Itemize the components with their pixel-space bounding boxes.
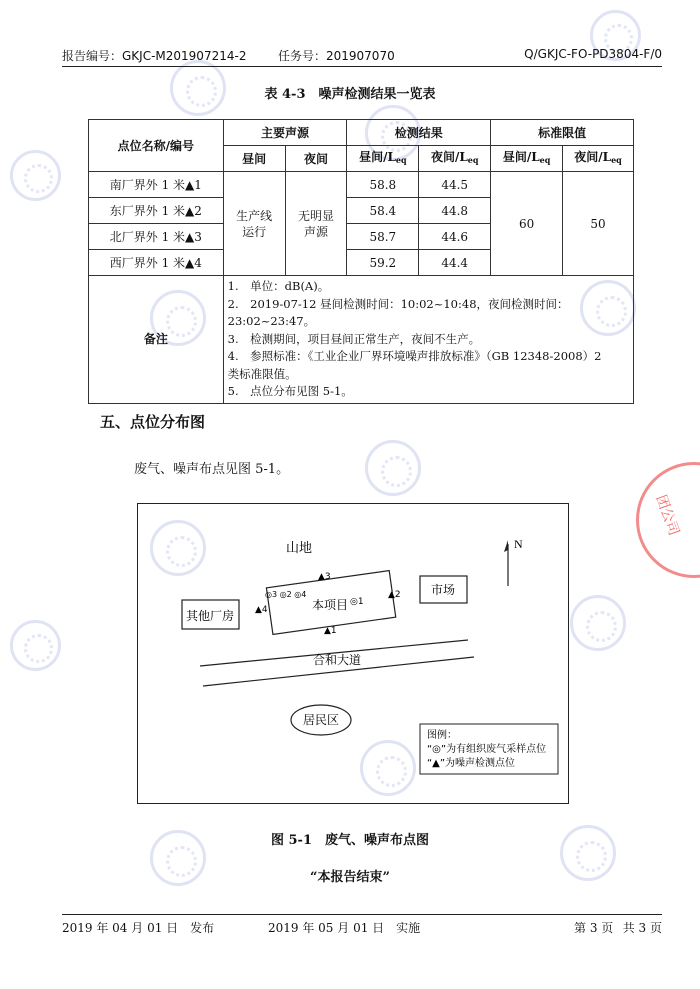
header-source: 主要声源 <box>223 120 347 146</box>
night-value: 44.8 <box>419 198 491 224</box>
issue-date: 2019 年 04 月 01 日 发布 <box>62 921 215 935</box>
limit-day: 60 <box>491 172 563 276</box>
total-pages: 共 3 页 <box>622 921 662 935</box>
header-limit-day: 昼间$/L_{eq}$ <box>491 146 563 172</box>
legend-gas: “◎”为有组织废气采样点位 <box>427 744 547 755</box>
night-value: 44.5 <box>419 172 491 198</box>
watermark-seal <box>10 150 61 201</box>
note-line: 2. 2019-07-12 昼间检测时间：10:02~10:48，夜间检测时间：23:02~23:47。 <box>227 296 569 328</box>
day-value: 58.7 <box>347 224 419 250</box>
point-name: 北厂界外 1 米▲3 <box>89 224 224 250</box>
point-name: 东厂界外 1 米▲2 <box>89 198 224 224</box>
page-header <box>62 44 662 67</box>
section-title: 五、点位分布图 <box>100 413 206 431</box>
notes-content <box>223 276 633 404</box>
watermark-seal <box>365 440 421 496</box>
mountain-label: 山地 <box>286 541 313 556</box>
note-line: 5. 点位分布见图 5-1。 <box>227 384 353 398</box>
header-result-day: 昼间$/L_{eq}$ <box>347 146 419 172</box>
gas-points-label: ◎3 ◎2 ◎4 <box>265 590 307 599</box>
noise-point-4: ▲4 <box>255 605 268 615</box>
header-limit: 标准限值 <box>491 120 634 146</box>
noise-point-1: ▲1 <box>324 626 337 636</box>
night-value: 44.6 <box>419 224 491 250</box>
end-note: “本报告结束” <box>310 870 390 885</box>
noise-point-3: ▲3 <box>318 572 331 582</box>
header-source-day: 昼间 <box>223 146 285 172</box>
noise-point-2: ▲2 <box>388 590 401 600</box>
effective-date: 2019 年 05 月 01 日 实施 <box>268 921 421 935</box>
note-line: 4. 参照标准：《工业企业厂界环境噪声排放标准》（GB 12348-2008）2 <box>227 349 602 363</box>
notes-label: 备注 <box>89 276 224 404</box>
day-value: 58.4 <box>347 198 419 224</box>
paragraph: 废气、噪声布点见图 5-1。 <box>134 462 290 477</box>
project-label: 本项目 <box>312 598 349 612</box>
header-source-night: 夜间 <box>285 146 347 172</box>
residential-label: 居民区 <box>302 713 340 727</box>
stamp-text: 团公司 <box>652 492 682 538</box>
header-point: 点位名称/编号 <box>89 120 224 172</box>
limit-night: 50 <box>563 172 634 276</box>
point-distribution-map <box>137 503 569 804</box>
day-source: 生产线 运行 <box>223 172 285 276</box>
note-line: 类标准限值。 <box>227 366 297 381</box>
map-drawing <box>138 504 568 803</box>
legend-noise: “▲”为噪声检测点位 <box>427 758 516 769</box>
point-name: 南厂界外 1 米▲1 <box>89 172 224 198</box>
note-line: 1. 单位：dB(A)。 <box>227 279 330 293</box>
north-arrow-head-icon <box>504 540 508 552</box>
day-value: 58.8 <box>347 172 419 198</box>
day-value: 59.2 <box>347 250 419 276</box>
task-number: 任务号：201907070 <box>278 49 395 63</box>
form-code: Q/GKJC-FO-PD3804-F/0 <box>524 47 662 61</box>
night-value: 44.4 <box>419 250 491 276</box>
north-label: N <box>514 537 523 551</box>
report-number: 报告编号：GKJC-M201907214-2 <box>62 49 247 63</box>
page-number: 第 3 页 <box>574 921 614 935</box>
header-result-night: 夜间$/L_{eq}$ <box>419 146 491 172</box>
table-title: 表 4-3 噪声检测结果一览表 <box>264 87 436 102</box>
table-row <box>89 172 634 198</box>
noise-results-table <box>88 119 634 404</box>
note-line: 3. 检测期间，项目昼间正常生产，夜间不生产。 <box>227 331 481 346</box>
page-footer <box>62 914 662 937</box>
market-label: 市场 <box>430 583 456 597</box>
road-label: 合和大道 <box>312 653 362 667</box>
point-name: 西厂界外 1 米▲4 <box>89 250 224 276</box>
legend-title: 图例： <box>427 730 457 741</box>
other-factory-label: 其他厂房 <box>185 609 235 623</box>
figure-caption: 图 5-1 废气、噪声布点图 <box>270 833 429 848</box>
header-limit-night: 夜间$/L_{eq}$ <box>563 146 634 172</box>
night-source: 无明显 声源 <box>285 172 347 276</box>
header-result: 检测结果 <box>347 120 491 146</box>
gas-point-1: ◎1 <box>350 597 364 607</box>
watermark-seal <box>10 620 61 671</box>
watermark-seal <box>570 595 626 651</box>
company-stamp <box>636 462 700 578</box>
